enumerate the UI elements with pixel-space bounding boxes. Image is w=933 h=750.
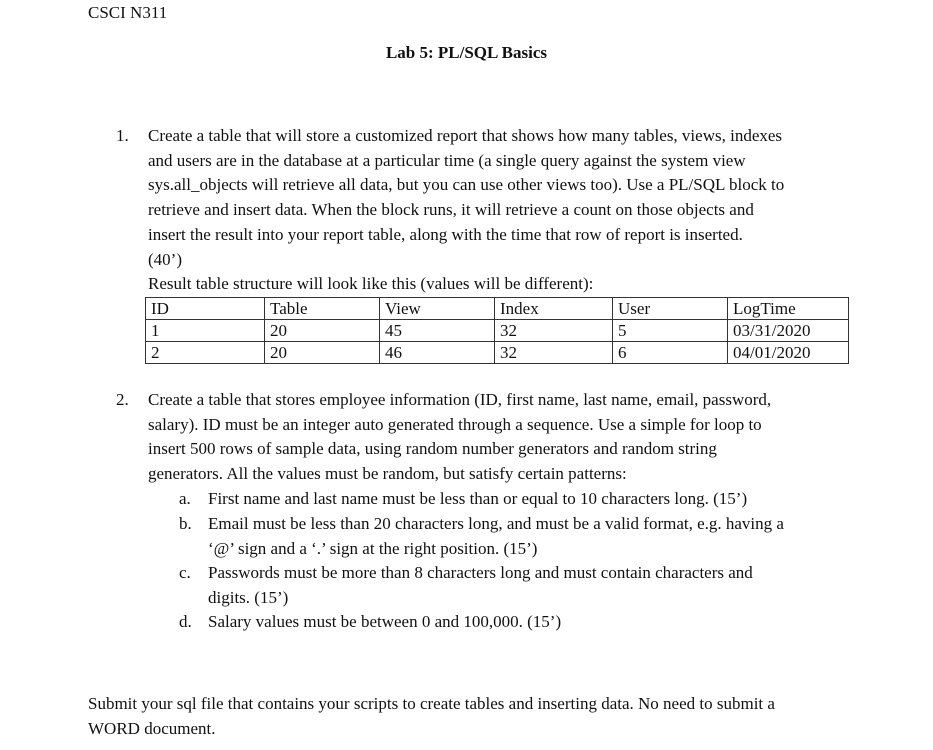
sub-item-d [208,610,848,635]
question-1-line: and users are in the database at a particular time (a single query against the system view [148,150,746,170]
sub-item-letter-d: d. [179,612,192,631]
question-1-line: (40’) [148,249,182,269]
question-1-text [148,124,848,297]
page-title: Lab 5: PL/SQL Basics [385,43,548,62]
question-1-line: Create a table that will store a customized report that shows how many tables, views, indexes [148,126,783,145]
table-cell: 45 [380,320,495,342]
question-1-line: sys.all_objects will retrieve all data, but you can use other views too). Use a PL/SQL block to [148,175,785,195]
table-cell: 46 [380,342,495,364]
question-1-line: insert the result into your report table, along with the time that row of report is inserted. [148,224,743,244]
question-1-line: retrieve and insert data. When the block runs, it will retrieve a count on those objects and [148,200,754,220]
footer-line: WORD document. [88,718,216,738]
question-2-line: salary). ID must be an integer auto generated through a sequence. Use a simple for loop to [148,414,762,434]
table-cell: 04/01/2020 [728,342,849,364]
table-row [146,320,849,342]
table-cell: 6 [613,342,728,364]
sub-item-letter-c: c. [179,563,191,582]
sub-item-letter-a: a. [179,489,191,508]
sub-item-line: ‘@’ sign and a ‘.’ sign at the right position. (15’) [208,538,538,558]
table-header-cell: ID [146,298,265,320]
table-intro: Result table structure will look like this (values will be different): [148,274,594,294]
table-header-cell: LogTime [728,298,849,320]
table-cell: 1 [146,320,265,342]
sub-item-line: Email must be less than 20 characters long, and must be a valid format, e.g. having a [208,514,784,533]
question-2-text [148,388,848,487]
result-table [145,297,849,364]
sub-item-line: Passwords must be more than 8 characters long and must contain characters and [208,563,753,582]
question-2-line: insert 500 rows of sample data, using random number generators and random string [148,439,717,459]
table-cell: 20 [265,342,380,364]
question-1-number: 1. [116,126,129,145]
sub-item-a [208,487,848,512]
sub-item-line: First name and last name must be less than or equal to 10 characters long. (15’) [208,489,748,508]
table-cell: 32 [495,342,613,364]
question-2-line: generators. All the values must be random, but satisfy certain patterns: [148,464,627,484]
table-header-row [146,298,849,320]
sub-item-letter-b: b. [179,514,192,533]
table-header-cell: Table [265,298,380,320]
table-cell: 32 [495,320,613,342]
footer-line: Submit your sql file that contains your scripts to create tables and inserting data. No need to submit a [88,694,775,713]
table-header-cell: User [613,298,728,320]
table-cell: 20 [265,320,380,342]
question-2-number: 2. [116,390,129,409]
question-2-line: Create a table that stores employee information (ID, first name, last name, email, password, [148,390,772,409]
sub-item-b [208,512,848,561]
course-code: CSCI N311 [88,3,168,22]
table-cell: 2 [146,342,265,364]
table-header-cell: View [380,298,495,320]
sub-item-line: digits. (15’) [208,587,289,607]
submission-instructions [88,692,848,741]
sub-item-c [208,561,848,610]
table-row [146,342,849,364]
sub-item-line: Salary values must be between 0 and 100,000. (15’) [208,612,562,631]
table-cell: 5 [613,320,728,342]
table-header-cell: Index [495,298,613,320]
table-cell: 03/31/2020 [728,320,849,342]
